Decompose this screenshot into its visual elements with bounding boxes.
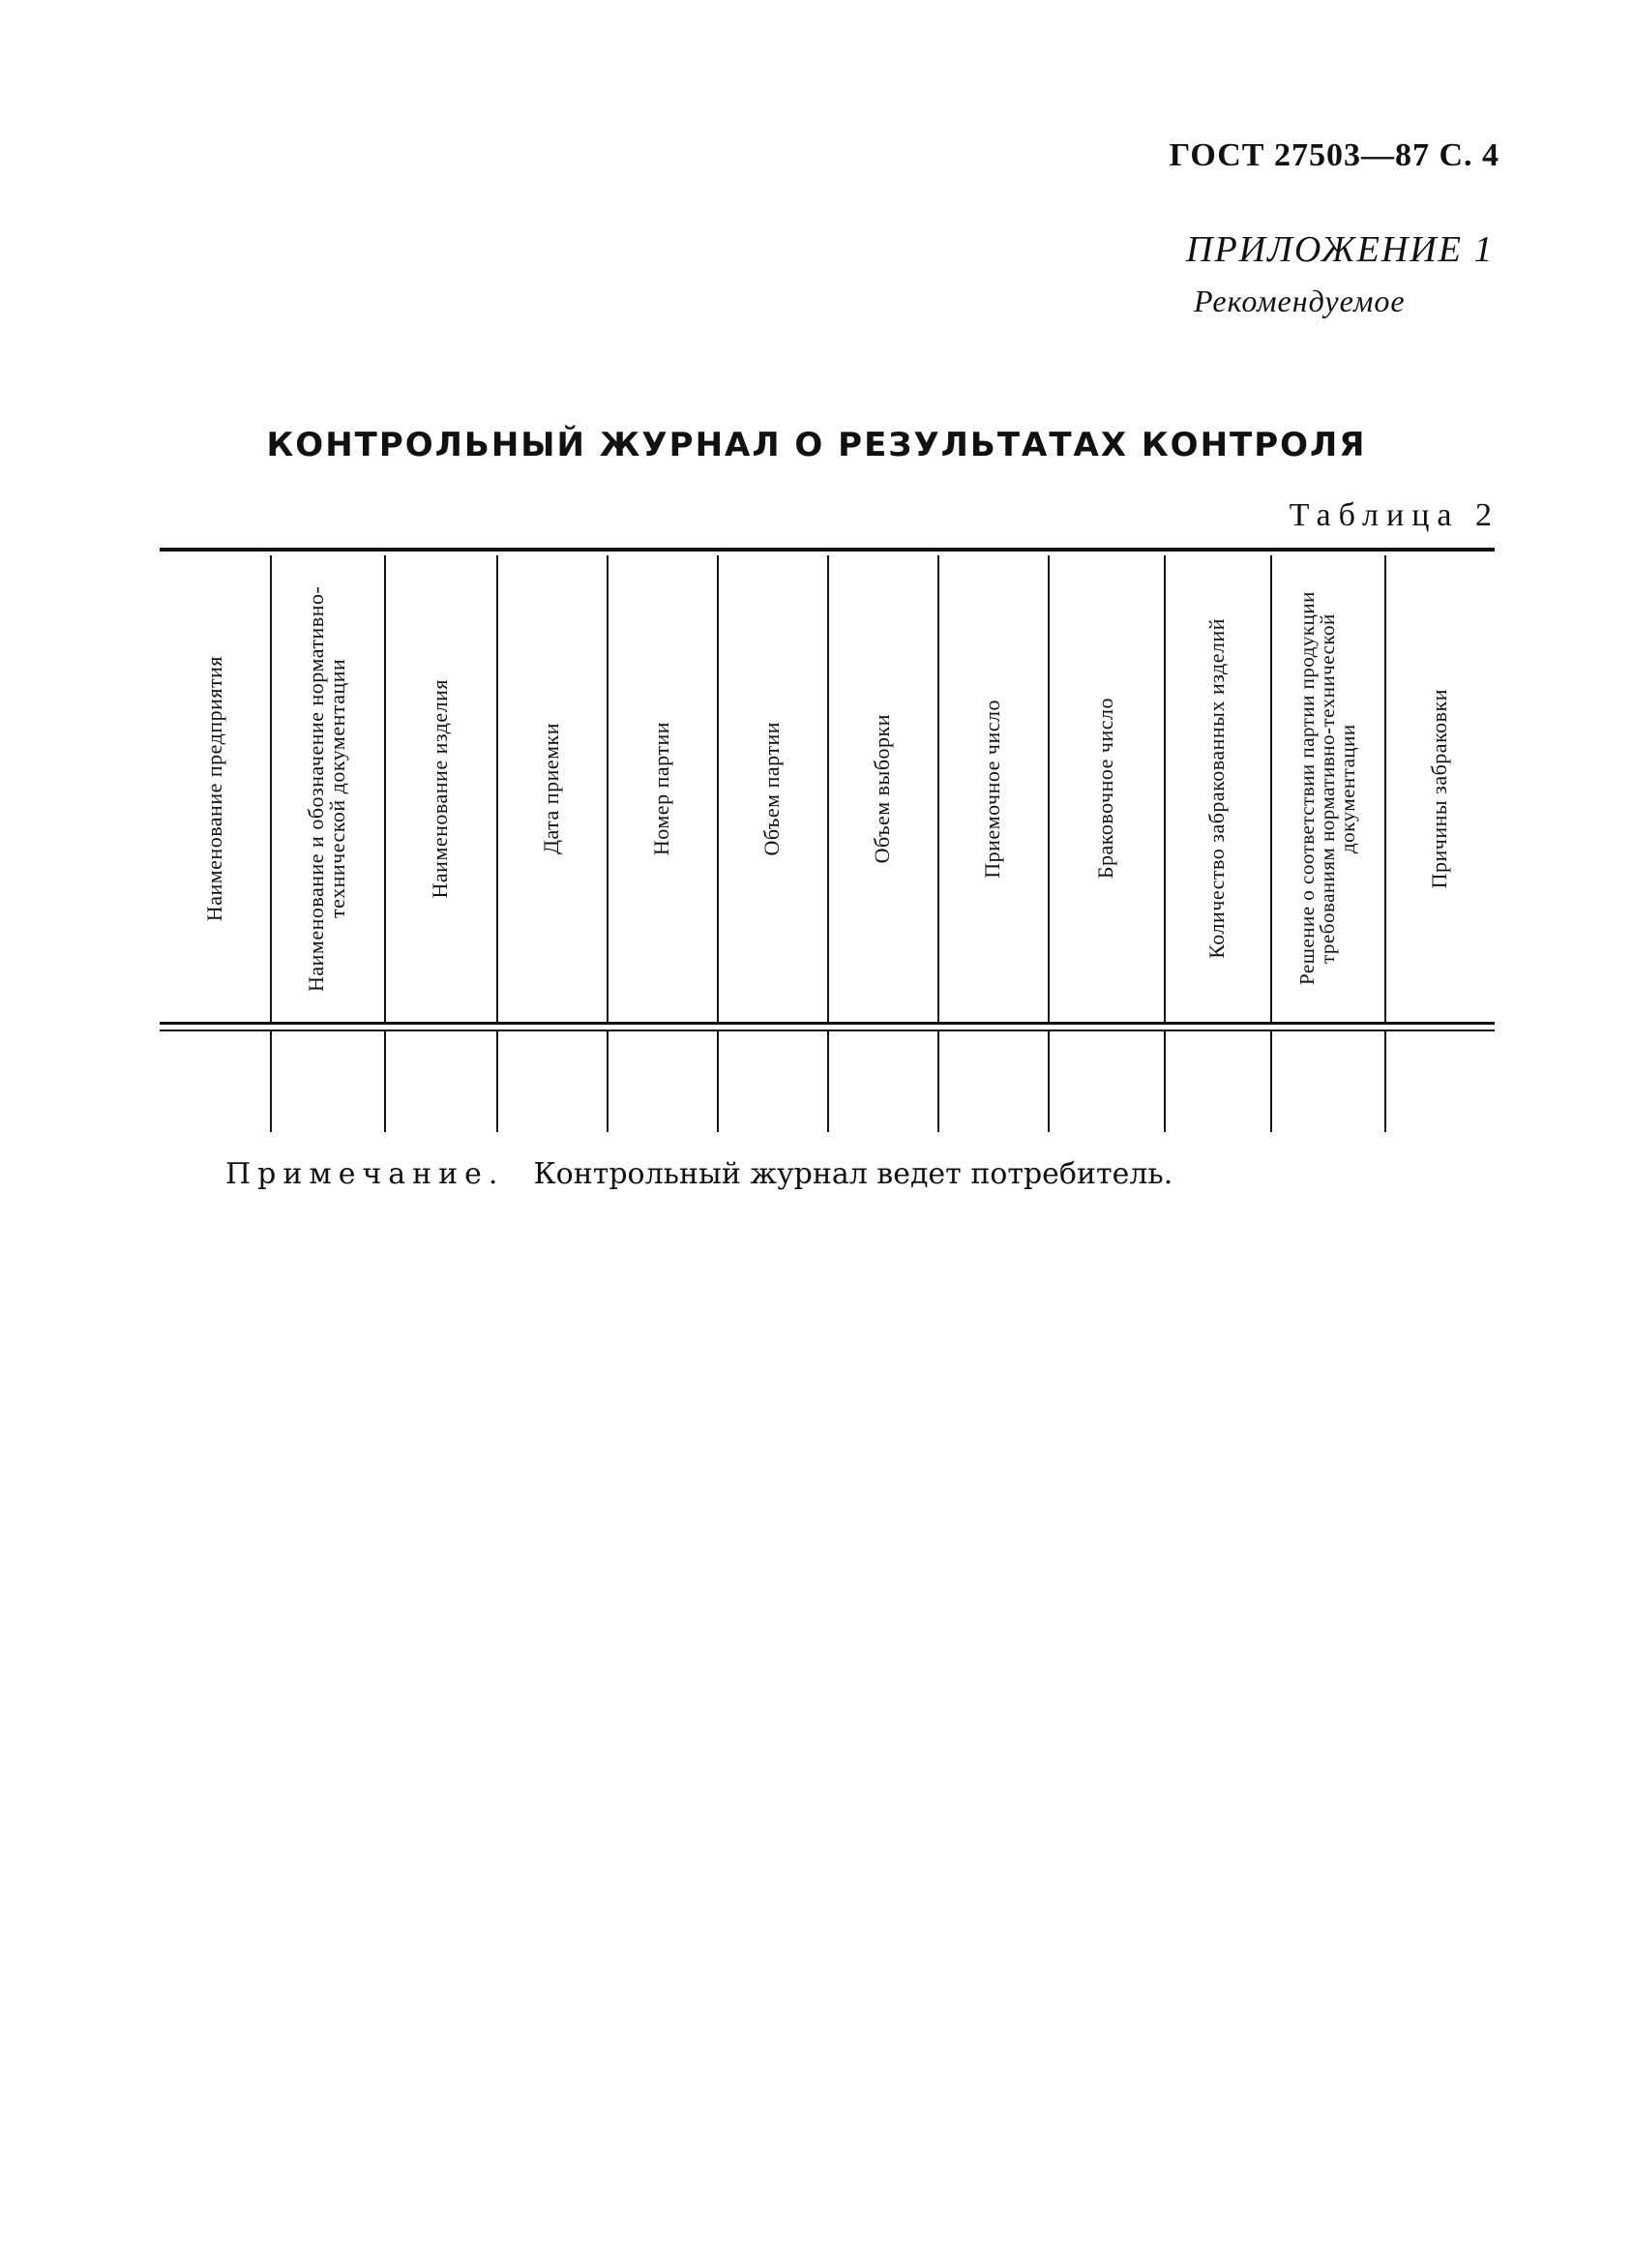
column-divider	[1164, 555, 1166, 1022]
column-header	[717, 555, 827, 1022]
column-divider	[496, 555, 498, 1022]
column-divider	[270, 555, 272, 1022]
column-header	[937, 555, 1048, 1022]
column-divider	[827, 1031, 829, 1132]
column-divider	[384, 1031, 386, 1132]
column-divider	[384, 555, 386, 1022]
column-divider	[827, 555, 829, 1022]
table-note	[225, 1157, 1173, 1191]
appendix-title: ПРИЛОЖЕНИЕ 1	[1186, 229, 1495, 270]
column-divider	[1048, 555, 1050, 1022]
column-divider	[937, 555, 939, 1022]
column-header-label: Причины забраковки	[1427, 688, 1451, 889]
column-divider	[270, 1031, 272, 1132]
column-divider	[1270, 555, 1272, 1022]
column-divider	[937, 1031, 939, 1132]
page-header: ГОСТ 27503—87 С. 4	[1169, 137, 1499, 173]
table-top-rule	[160, 548, 1495, 552]
note-label: Примечание.	[225, 1157, 505, 1191]
column-header	[384, 555, 496, 1022]
column-header-label: Наименование и обозначение нормативно-технической документации	[304, 585, 349, 992]
column-divider	[1048, 1031, 1050, 1132]
column-header-label: Объем партии	[759, 721, 784, 856]
note-text: Контрольный журнал ведет потребитель.	[533, 1157, 1173, 1191]
column-header-label: Решение о соответствии партии продукции требованиям нормативно-технической документации	[1294, 591, 1359, 986]
column-header-label: Наименование предприятия	[202, 655, 226, 922]
column-header	[160, 555, 270, 1022]
column-header-label: Объем выборки	[870, 713, 894, 864]
column-header	[827, 555, 937, 1022]
column-divider	[717, 555, 719, 1022]
appendix-subtitle: Рекомендуемое	[1194, 284, 1406, 318]
column-divider	[1164, 1031, 1166, 1132]
column-divider	[1384, 555, 1386, 1022]
table-label: Таблица 2	[1289, 497, 1499, 533]
column-header-label: Количество забракованных изделий	[1204, 618, 1229, 959]
column-header-label: Приемочное число	[980, 699, 1004, 879]
column-header	[1048, 555, 1164, 1022]
column-header-label: Дата приемки	[539, 722, 563, 855]
column-divider	[1384, 1031, 1386, 1132]
column-divider	[496, 1031, 498, 1132]
column-header	[270, 555, 384, 1022]
column-header	[1384, 555, 1495, 1022]
column-divider	[607, 1031, 609, 1132]
column-header-label: Браковочное число	[1093, 698, 1117, 880]
column-divider	[607, 555, 609, 1022]
column-header	[496, 555, 607, 1022]
column-divider	[717, 1031, 719, 1132]
column-divider	[1270, 1031, 1272, 1132]
column-header	[1164, 555, 1270, 1022]
column-header-label: Номер партии	[649, 721, 673, 856]
control-log-table	[160, 548, 1495, 1132]
column-header-label: Наименование изделия	[428, 678, 452, 899]
column-header	[1270, 555, 1384, 1022]
header-bottom-rule	[160, 1022, 1495, 1025]
document-title: КОНТРОЛЬНЫЙ ЖУРНАЛ О РЕЗУЛЬТАТАХ КОНТРОЛЯ	[266, 426, 1367, 464]
column-header	[607, 555, 717, 1022]
